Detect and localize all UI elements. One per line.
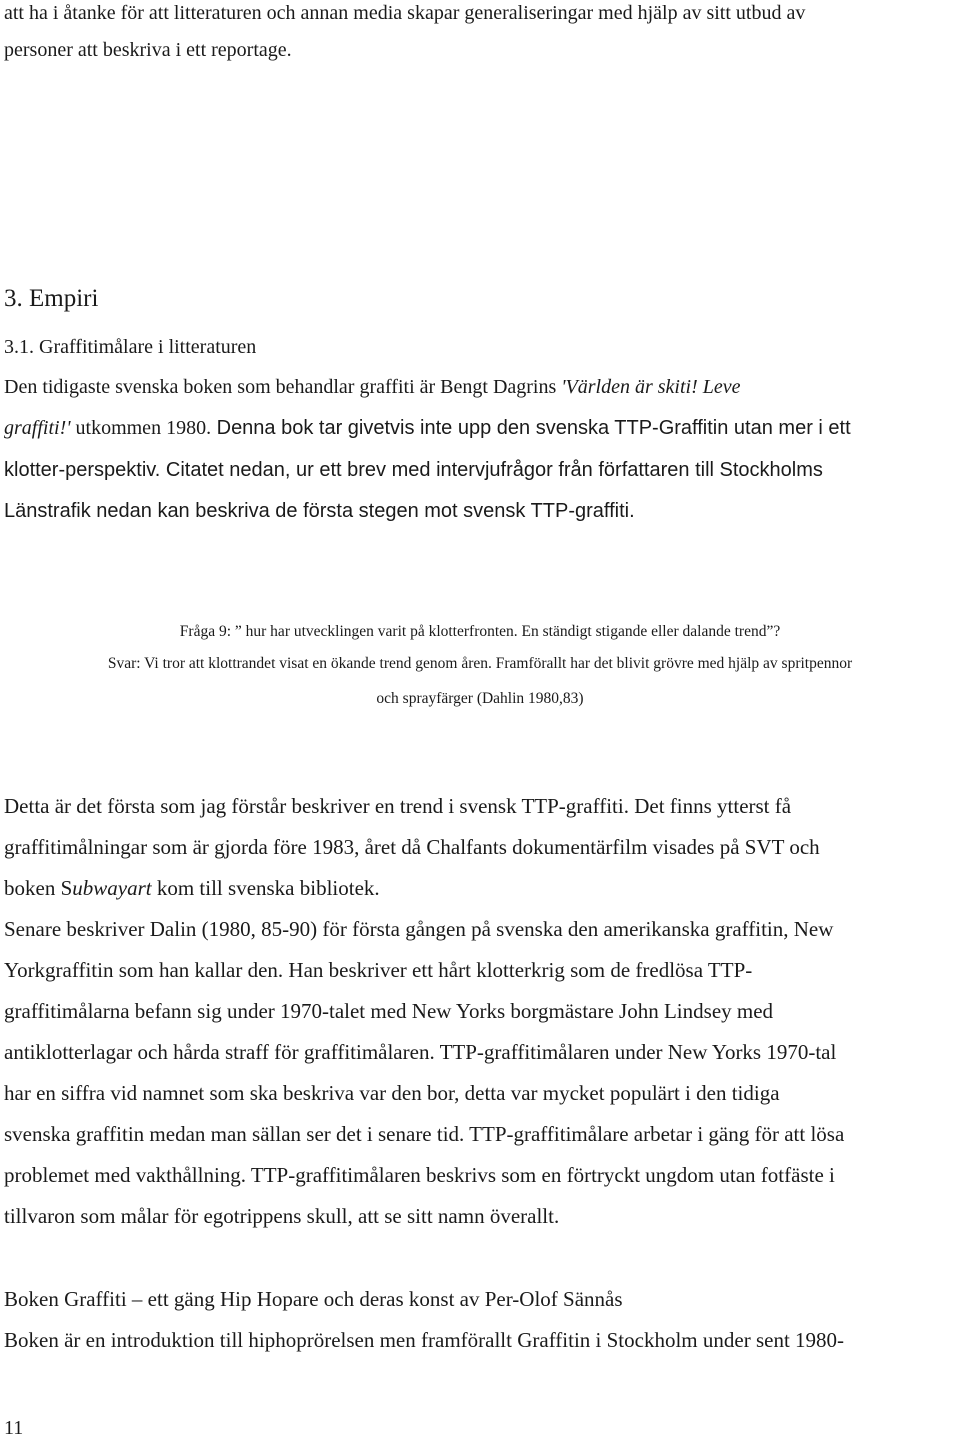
para4-line-1: Boken Graffiti – ett gäng Hip Hopare och deras konst av Per-Olof Sännås [4, 1287, 623, 1311]
quote-line-3: och sprayfärger (Dahlin 1980,83) [376, 690, 584, 707]
para1-line-3-text: klotter-perspektiv. [4, 459, 161, 481]
para1-line-3-sans: Citatet nedan, ur ett brev med intervjufrågor från författaren till Stockholms [160, 459, 823, 481]
book-title-part-2: graffiti!' [4, 417, 71, 439]
para1-line-4: Länstrafik nedan kan beskriva de första stegen mot svensk TTP-graffiti. [4, 500, 635, 522]
para3-line-8: tillvaron som målar för egotrippens skull, att se sitt namn överallt. [4, 1204, 560, 1228]
para3-line-3: graffitimålarna befann sig under 1970-talet med New Yorks borgmästare John Lindsey med [4, 999, 774, 1023]
para3-line-2: Yorkgraffitin som han kallar den. Han beskriver ett hårt klotterkrig som de fredlösa TTP- [4, 958, 753, 982]
para1-line-1 [4, 376, 741, 399]
book-title-part-1: 'Världen är skiti! Leve [561, 376, 741, 398]
para3-line-1: Senare beskriver Dalin (1980, 85-90) för första gången på svenska den amerikanska graffitin, New [4, 917, 834, 941]
intro-line-2: personer att beskriva i ett reportage. [4, 39, 292, 61]
para3-line-4: antiklotterlagar och hårda straff för graffitimålaren. TTP-graffitimålaren under New Yorks 1970-tal [4, 1040, 837, 1064]
section-subheading: 3.1. Graffitimålare i litteraturen [4, 336, 257, 358]
para1-line-1-text: Den tidigaste svenska boken som behandlar graffiti är Bengt Dagrins [4, 376, 562, 398]
para1-line-2-text: utkommen 1980. [70, 417, 212, 439]
para1-line-2 [4, 417, 851, 440]
para2-line-3 [4, 876, 380, 901]
para2-line-1: Detta är det första som jag förstår beskriver en trend i svensk TTP-graffiti. Det finns ytterst få [4, 794, 792, 818]
para3-line-6: svenska graffitin medan man sällan ser det i senare tid. TTP-graffitimålare arbetar i gäng för att lösa [4, 1122, 845, 1146]
section-heading: 3. Empiri [4, 285, 99, 312]
para2-line-3-text: boken S [4, 876, 73, 900]
para2-line-3-end: kom till svenska bibliotek. [151, 876, 380, 900]
para4-line-2: Boken är en introduktion till hiphoprörelsen men framförallt Graffitin i Stockholm under sent 1980- [4, 1328, 845, 1352]
book-title-subwayart: ubwayart [72, 876, 152, 900]
quote-line-1: Fråga 9: ” hur har utvecklingen varit på klotterfronten. En ständigt stigande eller dalande trend”? [179, 623, 781, 640]
para1-line-2-sans: Denna bok tar givetvis inte upp den svenska TTP-Graffitin utan mer i ett [211, 417, 851, 439]
para3-line-5: har en siffra vid namnet som ska beskriva var den bor, detta var mycket populärt i den tidiga [4, 1081, 780, 1105]
para1-line-3 [4, 459, 823, 482]
intro-line-1: att ha i åtanke för att litteraturen och annan media skapar generaliseringar med hjälp av sitt utbud av [4, 2, 806, 24]
para2-line-2: graffitimålningar som är gjorda före 1983, året då Chalfants dokumentärfilm visades på SVT och [4, 835, 820, 859]
quote-line-2: Svar: Vi tror att klottrandet visat en ökande trend genom åren. Framförallt har det blivit grövre med hjälp av spritpennor [107, 655, 853, 672]
para3-line-7: problemet med vakthållning. TTP-graffitimålaren beskrivs som en förtryckt ungdom utan fotfäste i [4, 1163, 835, 1187]
page-number: 11 [4, 1417, 24, 1439]
